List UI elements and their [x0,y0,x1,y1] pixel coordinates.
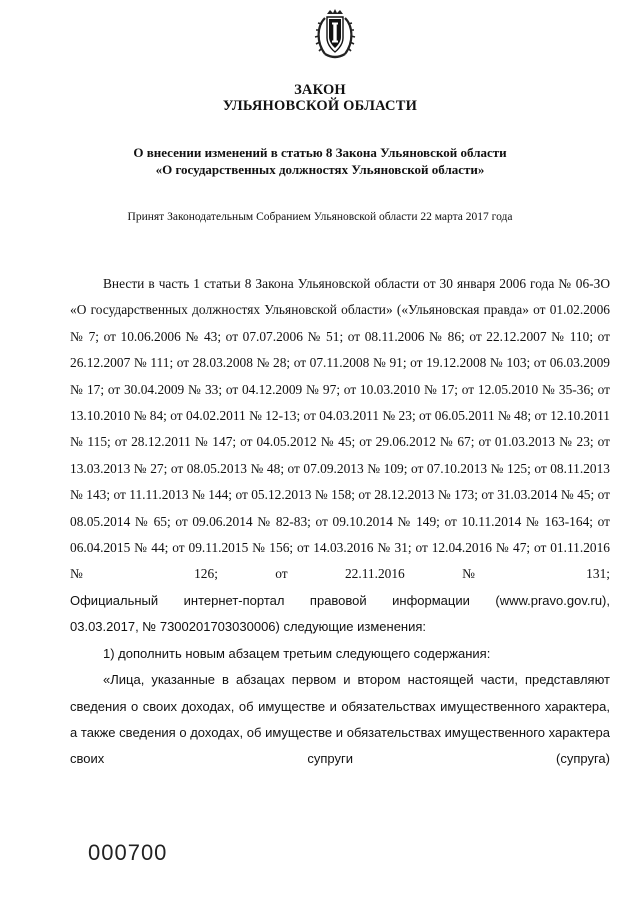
page-code: 000700 [88,840,168,865]
coat-of-arms-icon [313,8,357,64]
law-subject-line1: О внесении изменений в статью 8 Закона Ульяновской области [133,145,507,160]
law-region: УЛЬЯНОВСКОЙ ОБЛАСТИ [222,98,418,114]
adoption-note: Принят Законодательным Собранием Ульяновской области 22 марта 2017 года [127,211,513,223]
item-1: 1) дополнить новым абзацем третьим следующего содержания: [103,645,491,661]
law-body [70,271,610,773]
portal-reference: Официальный интернет-портал правовой информации (www.pravo.gov.ru), [70,592,610,608]
law-title: ЗАКОН [294,82,346,98]
amendment-paragraph-end: 03.03.2017, № 7300201703030006) следующие изменения: [70,619,427,635]
law-subject-line2: «О государственных должностях Ульяновской области» [155,162,485,177]
quoted-text: «Лица, указанные в абзацах первом и втором настоящей части, представляют сведения о своих доходах, об имуществе и обязательствах имущественного характера, а также сведения о доходах, об имуществе и обязательствах имущественного характера своих супруги (супруга) [70,672,610,767]
amendment-paragraph: Внести в часть 1 статьи 8 Закона Ульяновской области от 30 января 2006 года № 06-ЗО «О государственных должностях Ульяновской области» («Ульяновская правда» от 01.02.2006 № 7; от 10.06.2006 № 43; от 07.07.2006 № 51; от 08.11.2006 № 86; от 22.12.2007 № 110; от 26.12.2007 № 111; от 28.03.2008 № 28; от 07.11.2008 № 91; от 19.12.2008 № 103; от 06.03.2009 № 17; от 30.04.2009 № 33; от 04.12.2009 № 97; от 10.03.2010 № 17; от 12.05.2010 № 35-36; от 13.10.2010 № 84; от 04.02.2011 № 12-13; от 04.03.2011 № 23; от 06.05.2011 № 48; от 12.10.2011 № 115; от 28.12.2011 № 147; от 04.05.2012 № 45; от 29.06.2012 № 67; от 01.03.2013 № 23; от 13.03.2013 № 27; от 08.05.2013 № 48; от 07.09.2013 № 109; от 07.10.2013 № 125; от 08.11.2013 № 143; от 11.11.2013 № 144; от 05.12.2013 № 158; от 28.12.2013 № 173; от 31.03.2014 № 45; от 08.05.2014 № 65; от 09.06.2014 № 82-83; от 09.10.2014 № 149; от 10.11.2014 № 163-164; от 06.04.2015 № 44; от 09.11.2015 № 156; от 14.03.2016 № 31; от 12.04.2016 № 47; от 01.11.2016 № 126; от 22.11.2016 № 131; [70,276,610,582]
